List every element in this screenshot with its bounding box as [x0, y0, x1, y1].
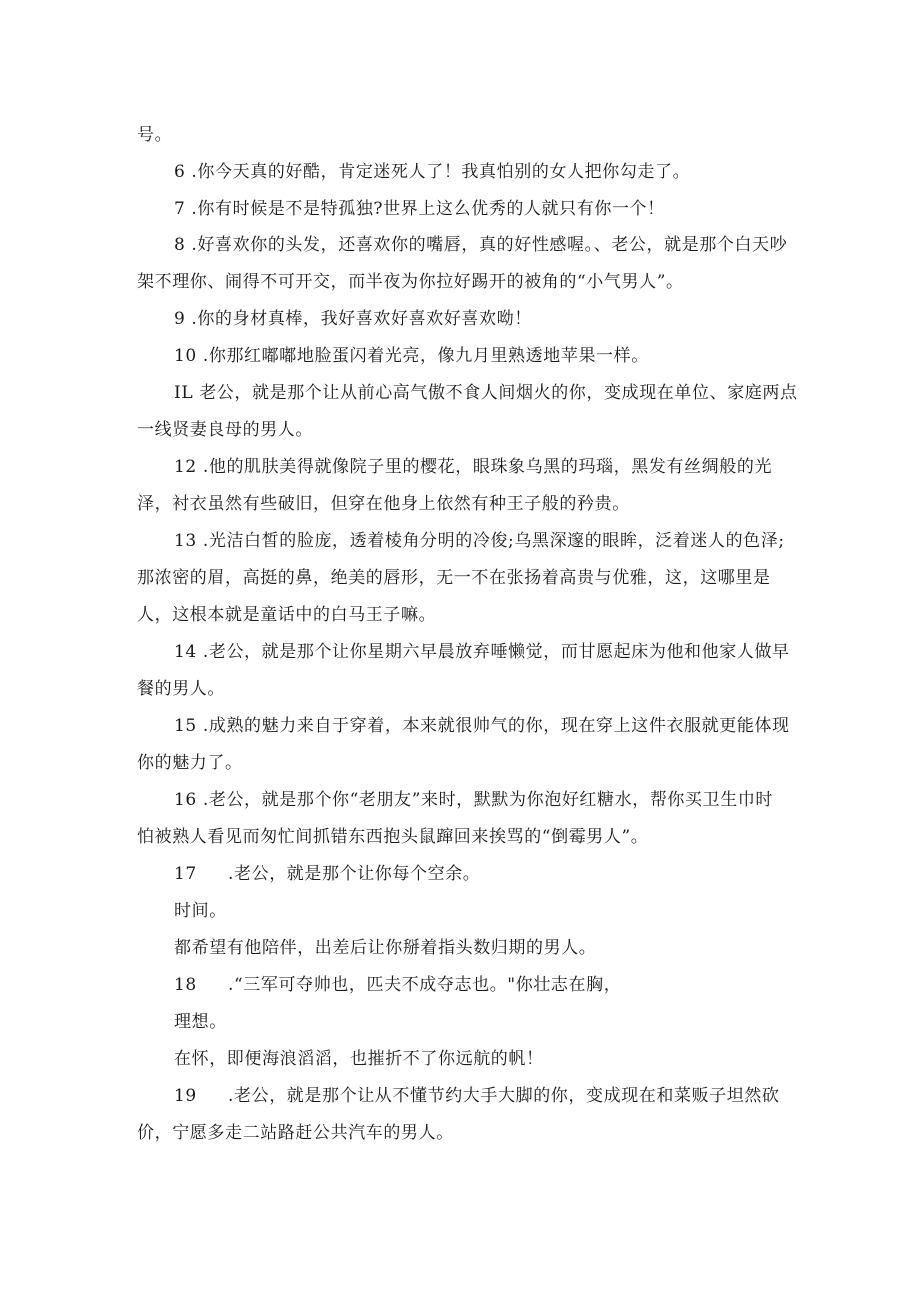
text-line-8: IL 老公，就是那个让从前心高气傲不食人间烟火的你，变成现在单位、家庭两点	[174, 383, 798, 403]
text-line-11: 泽，衬衣虽然有些破旧，但穿在他身上依然有种王子般的矜贵。	[137, 494, 630, 514]
text-line-5: 架不理你、闹得不可开交，而半夜为你拉好踢开的被角的“小气男人”。	[137, 272, 684, 292]
text-line-26: 在怀，即便海浪滔滔，也摧折不了你远航的帆！	[174, 1049, 544, 1069]
item-number-19: 19	[174, 1086, 197, 1106]
text-line-13: 那浓密的眉，高挺的鼻，绝美的唇形，无一不在张扬着高贵与优雅，这，这哪里是	[137, 568, 771, 588]
text-line-15: 14 .老公，就是那个让你星期六早晨放弃唾懒觉，而甘愿起床为他和他家人做早	[174, 642, 790, 662]
text-line-10: 12 .他的肌肤美得就像院子里的樱花，眼珠象乌黑的玛瑙，黑发有丝绸般的光	[174, 457, 773, 477]
text-line-12: 13 .光洁白皙的脸庞，透着棱角分明的冷俊;乌黑深邃的眼眸，泛着迷人的色泽;	[174, 531, 785, 551]
text-line-22: 时间。	[174, 901, 227, 921]
text-line-27: .老公，就是那个让从不懂节约大手大脚的你，变成现在和菜贩子坦然砍	[228, 1086, 780, 1106]
text-line-6: 9 .你的身材真棒，我好喜欢好喜欢好喜欢呦！	[174, 309, 532, 329]
text-line-4: 8 .好喜欢你的头发，还喜欢你的嘴唇，真的好性感喔。、老公，就是那个白天吵	[174, 235, 788, 255]
text-line-17: 15 .成熟的魅力来自于穿着，本来就很帅气的你，现在穿上这件衣服就更能体现	[174, 716, 790, 736]
text-line-16: 餐的男人。	[137, 679, 225, 699]
text-line-25: 理想。	[174, 1012, 227, 1032]
text-line-24: .“三军可夺帅也，匹夫不成夺志也。"你壮志在胸，	[228, 975, 622, 995]
text-line-19: 16 .老公，就是那个你“老朋友”来时，默默为你泡好红糖水，帮你买卫生巾时	[174, 790, 774, 810]
text-line-18: 你的魅力了。	[137, 753, 243, 773]
item-number-18: 18	[174, 975, 197, 995]
text-line-28: 价，宁愿多走二站路赶公共汽车的男人。	[137, 1123, 454, 1143]
text-line-7: 10 .你那红嘟嘟地脸蛋闪着光亮，像九月里熟透地苹果一样。	[174, 346, 649, 366]
text-line-3: 7 .你有时候是不是特孤独?世界上这么优秀的人就只有你一个！	[174, 199, 665, 219]
text-line-21: .老公，就是那个让你每个空余。	[228, 864, 481, 884]
text-line-20: 怕被熟人看见而匆忙间抓错东西抱头鼠蹿回来挨骂的“倒霉男人”。	[137, 827, 649, 847]
text-line-23: 都希望有他陪伴，出差后让你掰着指头数归期的男人。	[174, 938, 597, 958]
text-line-2: 6 .你今天真的好酷，肯定迷死人了！我真怕别的女人把你勾走了。	[174, 162, 691, 182]
text-line-1: 号。	[137, 125, 173, 145]
text-line-9: 一线贤妻良母的男人。	[137, 420, 313, 440]
text-line-14: 人，这根本就是童话中的白马王子嘛。	[137, 605, 437, 625]
item-number-17: 17	[174, 864, 197, 884]
